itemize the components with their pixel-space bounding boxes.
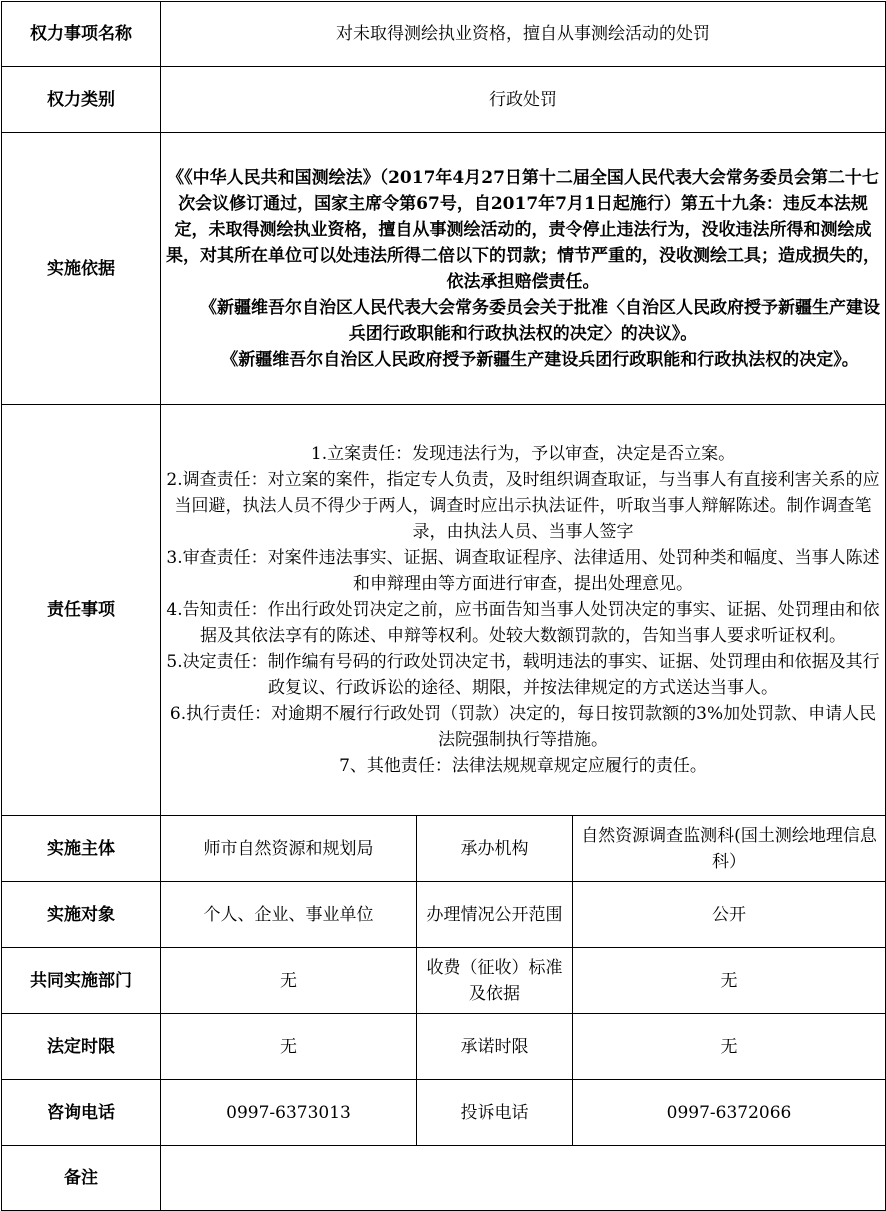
row-basis bbox=[2, 133, 886, 405]
row-power-type bbox=[2, 67, 886, 133]
handling-org-label: 承办机构 bbox=[417, 816, 573, 882]
legal-time-limit-label: 法定时限 bbox=[2, 1014, 161, 1080]
remark-label: 备注 bbox=[2, 1146, 161, 1211]
duty-item: 4.告知责任：作出行政处罚决定之前，应书面告知当事人处罚决定的事实、证据、处罚理由和依据及其依法享有的陈述、申辩等权利。处较大数额罚款的，告知当事人要求听证权利。 bbox=[166, 600, 880, 646]
duties-content bbox=[161, 405, 886, 816]
duty-item: 7、其他责任：法律法规规章规定应履行的责任。 bbox=[339, 756, 707, 776]
target-value: 个人、企业、事业单位 bbox=[161, 882, 417, 948]
complaint-phone-value: 0997-6372066 bbox=[573, 1080, 886, 1146]
subject-label: 实施主体 bbox=[2, 816, 161, 882]
row-target bbox=[2, 882, 886, 948]
complaint-phone-label: 投诉电话 bbox=[417, 1080, 573, 1146]
handling-org-value: 自然资源调查监测科(国土测绘地理信息科） bbox=[573, 816, 886, 882]
promised-time-limit-value: 无 bbox=[573, 1014, 886, 1080]
row-power-name bbox=[2, 2, 886, 67]
consult-phone-value: 0997-6373013 bbox=[161, 1080, 417, 1146]
promised-time-limit-label: 承诺时限 bbox=[417, 1014, 573, 1080]
duty-item: 3.审查责任：对案件违法事实、证据、调查取证程序、法律适用、处罚种类和幅度、当事人陈述和申辩理由等方面进行审查，提出处理意见。 bbox=[166, 548, 880, 594]
power-item-table bbox=[1, 1, 886, 1211]
power-type-label: 权力类别 bbox=[2, 67, 161, 133]
basis-paragraph: 《《中华人民共和国测绘法》（2017年4月27日第十二届全国人民代表大会常务委员会第二十七次会议修订通过，国家主席令第67号，自2017年7月1日起施行）第五十九条：违反本法规定，未取得测绘执业资格，擅自从事测绘活动的，责令停止违法行为，没收违法所得和测绘成果，对其所在单位可以处违法所得二倍以下的罚款；情节严重的，没收测绘工具；造成损失的，依法承担赔偿责任。 bbox=[166, 167, 881, 292]
power-name-label: 权力事项名称 bbox=[2, 2, 161, 67]
fee-standard-value: 无 bbox=[573, 948, 886, 1014]
power-type-value: 行政处罚 bbox=[161, 67, 886, 133]
fee-standard-label: 收费（征收）标准及依据 bbox=[417, 948, 573, 1014]
remark-value bbox=[161, 1146, 886, 1211]
row-duties bbox=[2, 405, 886, 816]
subject-value: 师市自然资源和规划局 bbox=[161, 816, 417, 882]
row-joint bbox=[2, 948, 886, 1014]
joint-dept-value: 无 bbox=[161, 948, 417, 1014]
duty-item: 5.决定责任：制作编有号码的行政处罚决定书，载明违法的事实、证据、处罚理由和依据及其行政复议、行政诉讼的途径、期限，并按法律规定的方式送达当事人。 bbox=[166, 652, 880, 698]
basis-paragraph: 《新疆维吾尔自治区人民政府授予新疆生产建设兵团行政职能和行政执法权的决定》。 bbox=[221, 349, 859, 370]
joint-dept-label: 共同实施部门 bbox=[2, 948, 161, 1014]
row-subject bbox=[2, 816, 886, 882]
duty-item: 6.执行责任：对逾期不履行行政处罚（罚款）决定的，每日按罚款额的3%加处罚款、申请人民法院强制执行等措施。 bbox=[169, 704, 877, 750]
duty-item: 1.立案责任：发现违法行为，予以审查，决定是否立案。 bbox=[310, 444, 736, 464]
duties-label: 责任事项 bbox=[2, 405, 161, 816]
row-remark bbox=[2, 1146, 886, 1211]
basis-paragraph: 《新疆维吾尔自治区人民代表大会常务委员会关于批准〈自治区人民政府授予新疆生产建设兵团行政职能和行政执法权的决定〉的决议》。 bbox=[200, 297, 881, 344]
target-label: 实施对象 bbox=[2, 882, 161, 948]
row-phone bbox=[2, 1080, 886, 1146]
duty-item: 2.调查责任：对立案的案件，指定专人负责，及时组织调查取证，与当事人有直接利害关系的应当回避，执法人员不得少于两人，调查时应出示执法证件，听取当事人辩解陈述。制作调查笔录，由执法人员、当事人签字 bbox=[166, 470, 880, 542]
legal-time-limit-value: 无 bbox=[161, 1014, 417, 1080]
basis-content bbox=[161, 133, 886, 405]
consult-phone-label: 咨询电话 bbox=[2, 1080, 161, 1146]
disclosure-scope-value: 公开 bbox=[573, 882, 886, 948]
row-time-limit bbox=[2, 1014, 886, 1080]
power-name-value: 对未取得测绘执业资格，擅自从事测绘活动的处罚 bbox=[161, 2, 886, 67]
disclosure-scope-label: 办理情况公开范围 bbox=[417, 882, 573, 948]
basis-label: 实施依据 bbox=[2, 133, 161, 405]
